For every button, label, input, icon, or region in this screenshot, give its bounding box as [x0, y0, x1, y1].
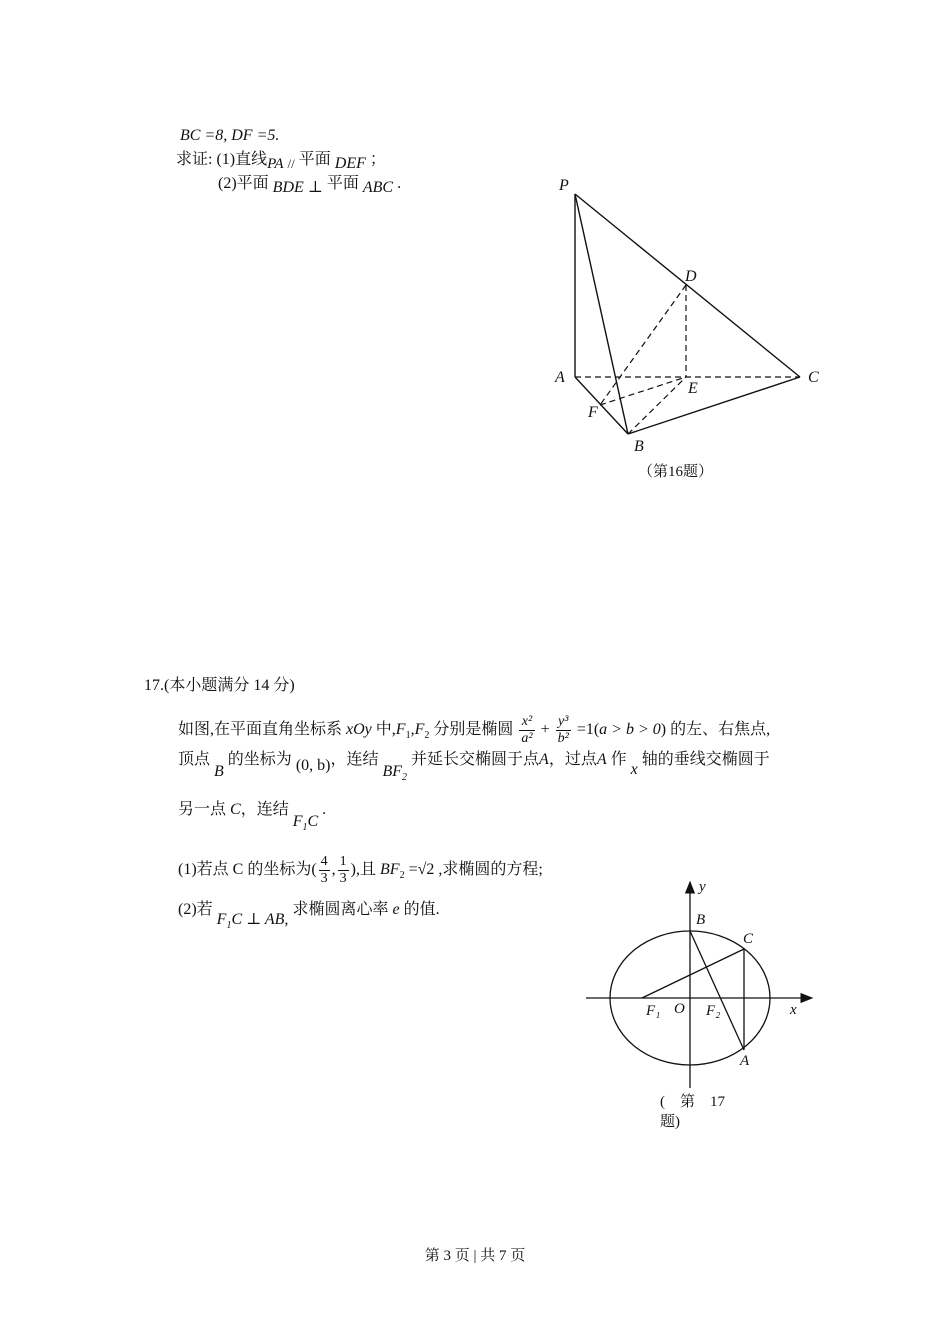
edge-be-dashed	[628, 377, 686, 434]
q17-p1-n1: 4	[320, 853, 328, 869]
q17-l2-text-b: 的坐标为	[227, 751, 292, 768]
q17-p1-d1: 3	[320, 870, 328, 886]
q17-caption-line2: 题)	[660, 1114, 680, 1130]
q16-part2-plane-bde: BDE	[272, 179, 304, 196]
q16-part2-prefix: (2)平面	[218, 175, 269, 192]
label-f1: F₁	[646, 1003, 661, 1019]
q17-l1-text-d: ) 的左、右焦点,	[660, 721, 771, 738]
q17-l2-bf-sub: 2	[402, 772, 408, 784]
q17-l1-f2: F	[414, 721, 425, 738]
q17-p1-frac2	[338, 854, 349, 887]
q17-part1-line	[178, 852, 543, 894]
label-x: x	[790, 1002, 797, 1018]
label-b2: B	[696, 912, 706, 928]
q17-p1-text-c: ,求椭圆的方程;	[438, 861, 543, 878]
q17-l1-f1: F	[395, 721, 406, 738]
q16-part1-line	[176, 150, 386, 170]
q16-parallel-symbol: //	[287, 156, 295, 171]
q17-header: 17.(本小题满分 14 分)	[144, 677, 295, 694]
label-c: C	[808, 369, 819, 386]
edge-df-dashed	[600, 285, 686, 405]
q17-p1-n2: 1	[339, 853, 347, 869]
q17-l2-bf2	[382, 763, 408, 784]
q17-l3-c: C	[307, 813, 319, 830]
label-b: B	[634, 438, 644, 455]
q17-p1-bf-sub: 2	[399, 870, 405, 882]
q17-l2-bf: BF	[382, 763, 403, 780]
label-o: O	[674, 1001, 685, 1017]
q17-l3-end: .	[322, 801, 327, 818]
q16-part2-plane-abc: ABC	[362, 179, 394, 196]
q17-frac2-num: y³	[556, 714, 571, 731]
q17-frac2-den: b²	[557, 730, 569, 746]
q17-l1-cond: a > b > 0	[599, 721, 661, 738]
label-f: F	[588, 404, 598, 421]
q17-line2	[178, 750, 770, 784]
page-footer: 第 3 页 | 共 7 页	[424, 1248, 526, 1264]
q16-given-text: BC =8, DF =5.	[180, 127, 280, 144]
q16-part1-prefix: (1)直线	[216, 151, 268, 168]
q17-l2-text-f: 作	[610, 751, 627, 768]
segment-f1c	[642, 949, 744, 998]
q17-l2-text-a: 顶点	[178, 751, 211, 768]
edge-fe-dashed	[600, 377, 686, 405]
q17-p2-cond	[216, 911, 289, 932]
q17-p2-text-c: 的值.	[403, 901, 440, 918]
q16-pyramid-figure	[540, 170, 840, 460]
q17-caption-line1: ( 第 17	[660, 1094, 725, 1110]
q17-l2-text-g: 轴的垂线交椭圆于	[641, 751, 770, 768]
q17-p1-comma: ,	[331, 861, 336, 878]
q17-l2-text-e: ，过点	[548, 751, 597, 768]
q17-l2-point-a2: A	[596, 751, 607, 768]
q17-l1-f1-sub: 1	[405, 730, 411, 742]
q17-part2-line	[178, 900, 440, 932]
q17-l3-f: F	[292, 813, 303, 830]
q16-part2-plane-word: 平面	[326, 175, 359, 192]
q17-l1-text-c: 分别是椭圆	[433, 721, 514, 738]
edge-bc	[628, 377, 800, 434]
q16-part1-plane-def: DEF	[334, 155, 366, 172]
q17-p2-f-sub: 1	[226, 920, 232, 932]
q17-p2-text-a: (2)若	[178, 901, 213, 918]
q16-part1-plane-word: 平面	[298, 151, 331, 168]
q17-l2-b-var: B	[214, 763, 224, 780]
q17-p1-bf: BF	[380, 861, 400, 878]
label-p: P	[559, 177, 569, 194]
label-a2: A	[740, 1053, 750, 1069]
q17-fraction-x	[519, 714, 534, 747]
q17-frac1-num: x²	[519, 714, 534, 731]
q16-prove-label: 求证:	[176, 151, 213, 168]
q16-part2-line	[218, 174, 401, 194]
q17-l3-f-sub: 1	[302, 822, 308, 834]
label-d: D	[685, 268, 697, 285]
q16-caption: （第16题）	[638, 464, 714, 480]
q17-plus: +	[540, 721, 550, 738]
q17-frac1-den: a²	[521, 730, 533, 746]
q17-l1-text-a: 如图,在平面直角坐标系	[178, 721, 343, 738]
q17-ellipse-figure	[580, 876, 830, 1096]
q17-l2-coord: (0, b)	[295, 757, 331, 774]
q17-l2-point-a: A	[539, 751, 549, 768]
label-f2: F₂	[706, 1003, 721, 1019]
q17-l3-point-c: C	[230, 801, 241, 818]
q17-l2-x: x	[630, 761, 638, 778]
label-e: E	[688, 380, 698, 397]
q17-l3-text-b: ，连结	[240, 801, 289, 818]
q16-part2-end: .	[397, 175, 402, 192]
q17-p1-eq: =√2	[408, 861, 435, 878]
q17-p2-f: F	[216, 911, 227, 928]
q17-line3	[178, 800, 327, 834]
q17-l2-text-d: 并延长交椭圆于点	[411, 751, 540, 768]
q17-p1-paren-open: (	[311, 861, 317, 878]
label-c2: C	[743, 931, 754, 947]
q17-fraction-y	[556, 714, 571, 747]
q17-l3-text-a: 另一点	[178, 801, 227, 818]
q17-p2-rest: C ⊥ AB,	[231, 911, 289, 928]
q17-l1-f2-sub: 2	[424, 730, 430, 742]
label-a: A	[555, 369, 565, 386]
q17-l1-text-b: 中,	[375, 721, 396, 738]
q16-perp-symbol: ⊥	[307, 179, 323, 196]
q17-l3-f1c	[292, 813, 319, 834]
q17-l1-comma: ,	[410, 721, 415, 738]
q16-part1-line-pa: PA	[267, 156, 284, 172]
q16-given-line	[180, 126, 279, 146]
q17-p2-text-b: 求椭圆离心率	[292, 901, 389, 918]
q17-p1-d2: 3	[339, 870, 347, 886]
segment-ba	[690, 931, 744, 1050]
q17-l1-eq: =1(	[576, 721, 600, 738]
q17-p1-text-b: ,且	[356, 861, 377, 878]
q17-l1-xoy: xOy	[346, 721, 372, 738]
q17-p2-e: e	[392, 901, 400, 918]
q17-p1-frac1	[319, 854, 330, 887]
q17-l2-text-c: ，连结	[330, 751, 379, 768]
edge-ab	[575, 377, 628, 434]
q17-p1-text-a: (1)若点 C 的坐标为	[178, 861, 312, 878]
q16-part1-end: ；	[369, 151, 386, 168]
label-y: y	[699, 879, 706, 895]
q17-p1-paren-close: )	[350, 861, 356, 878]
